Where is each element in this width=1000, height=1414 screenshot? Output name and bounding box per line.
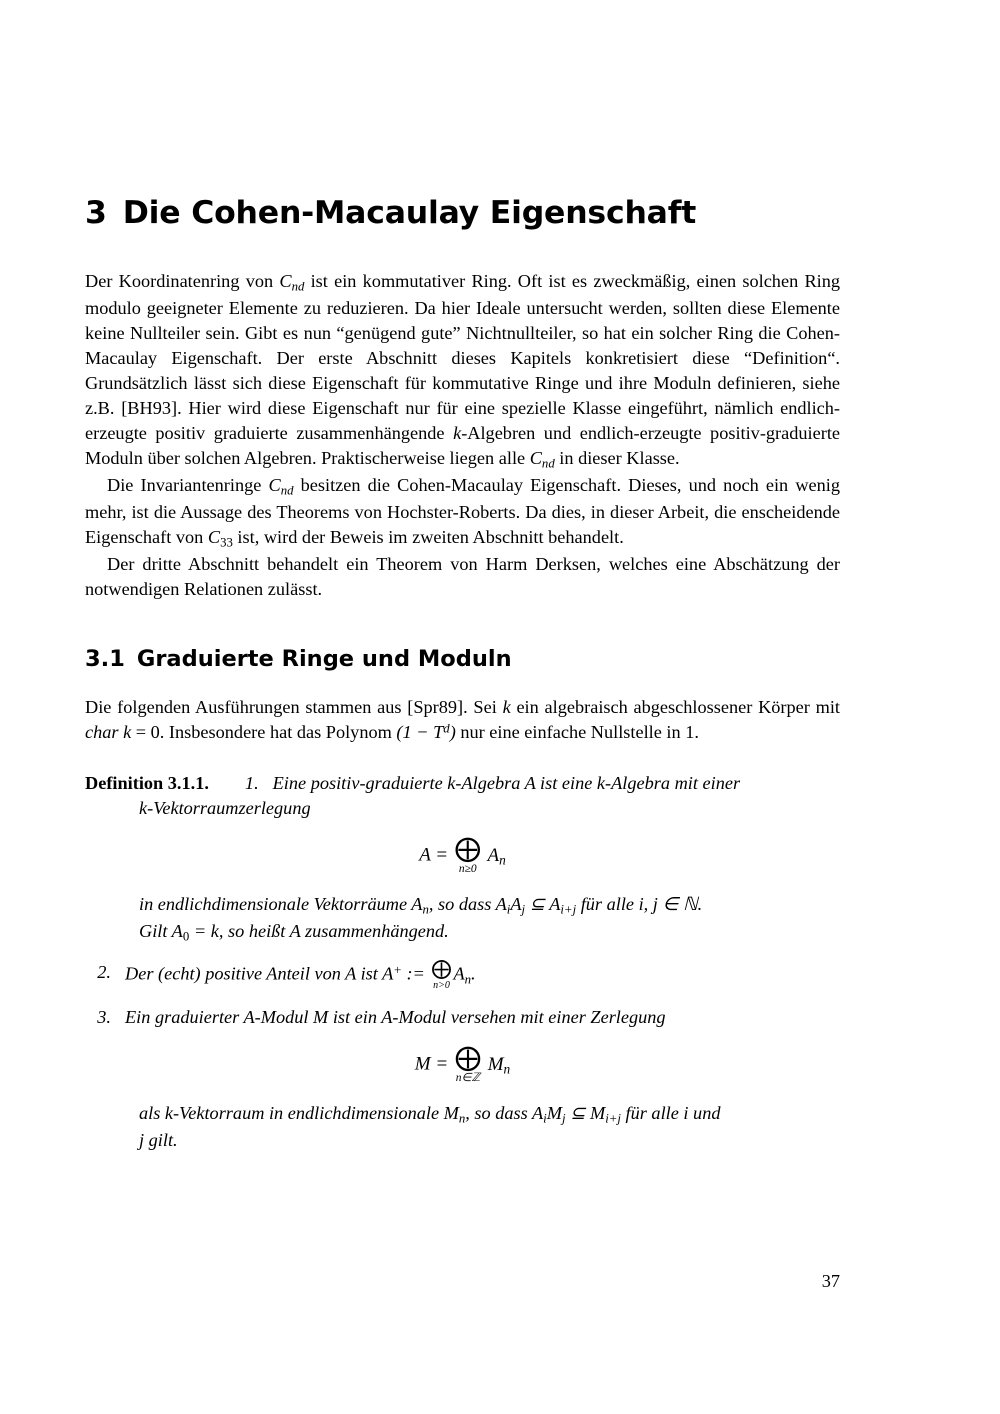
definition-block — [85, 771, 840, 1153]
math-k-2: k — [502, 696, 511, 717]
section-number: 3.1 — [85, 645, 125, 672]
text-run: Die Invariantenringe — [107, 474, 269, 495]
chapter-number: 3 — [85, 195, 107, 231]
text-run: Der Koordinatenring von — [85, 270, 280, 291]
text-run: ein algebraisch abgeschlossener Körper mit — [510, 696, 840, 717]
text-run: nur eine einfache Nullstelle in 1. — [455, 721, 699, 742]
math-c-nd-2: $C_{nd}$ — [529, 447, 555, 471]
equation-lhs: A = — [419, 844, 449, 866]
definition-item-3 — [85, 1005, 840, 1030]
section-title-text: Graduierte Ringe und Moduln — [136, 645, 512, 672]
chapter-title-text: Die Cohen-Macaulay Eigenschaft — [122, 195, 697, 231]
page-number: 37 — [821, 1271, 840, 1291]
math-polynomial: $(1 - T^d)$ — [396, 720, 456, 742]
definition-item-1-cont: k-Vektorraumzerlegung — [139, 797, 311, 818]
intro-paragraph-1 — [85, 269, 840, 473]
math-c-nd: $C_{nd}$ — [279, 270, 305, 294]
math-char-k: char k — [85, 721, 132, 742]
definition-item-1-cont-2: in endlichdimensionale Vektorräume $A_n$, so dass $A_iA_j$ ⊆ $A_{i+j}$ für alle i, j ∈ ℕ. — [139, 893, 703, 917]
equation-rhs: $A_n$ — [487, 844, 506, 868]
equation-lhs-2: M = — [414, 1053, 449, 1075]
definition-item-2 — [85, 960, 840, 991]
definition-item-3-cont-2: j gilt. — [139, 1129, 178, 1150]
definition-item-marker-2: 2. — [97, 962, 111, 982]
equation-direct-sum-M — [85, 1043, 840, 1084]
definition-item-3-cont: als k-Vektorraum in endlichdimensionale $M_n$, so dass $A_iM_j$ ⊆ $M_{i+j}$ für alle i und — [139, 1102, 721, 1126]
definition-item-1-text: Eine positiv-graduierte k-Algebra A ist eine k-Algebra mit einer — [272, 772, 741, 793]
intro-paragraph-3: Der dritte Abschnitt behandelt ein Theorem von Harm Derksen, welches eine Abschätzung der notwendigen Relationen zulässt. — [85, 553, 840, 599]
definition-item-2-text: Der (echt) positive Anteil von A ist A+ := ⨁ n>0 $A_n$. — [125, 958, 476, 991]
math-c-33: $C_{33}$ — [207, 526, 233, 550]
math-c-nd-3: $C_{nd}$ — [268, 474, 294, 498]
chapter-heading — [85, 195, 840, 233]
text-run: ist, wird der Beweis im zweiten Abschnitt behandelt. — [232, 526, 624, 547]
equation-rhs-2: $M_n$ — [487, 1053, 511, 1077]
section-heading — [85, 646, 840, 673]
direct-sum-icon-2: ⨁ n∈ℤ — [454, 1043, 481, 1084]
definition-item-marker-1: 1. — [244, 772, 259, 793]
definition-item-marker-3: 3. — [97, 1007, 111, 1027]
text-run: besitzen die Cohen-Macaulay Eigenschaft. Dieses, und noch ein wenig mehr, ist die Aussage des Theorems von Hochster-Roberts. Da dies, in dieser Arbeit, die enscheidende Eigenschaft von — [85, 474, 841, 547]
definition-first-line — [85, 771, 840, 796]
definition-item-1-cont-3: Gilt $A_0 = k$, so heißt A zusammenhängend. — [139, 920, 449, 944]
text-run: -Algebren und endlich-erzeugte positiv-graduierte Moduln über solchen Algebren. Praktischerweise liegen alle — [85, 422, 841, 468]
direct-sum-inline-icon: ⨁ n>0 — [431, 958, 452, 991]
text-run: in dieser Klasse. — [554, 447, 680, 468]
text-run: ist ein kommutativer Ring. Oft ist es zweckmäßig, einen solchen Ring modulo geeigneter Elemente zu reduzieren. Da hier Ideale untersucht werden, sollten diese Elemente keine Nullteiler sein. Gibt es nun “genügend gute” Nichtnullteiler, so hat ein solcher Ring die Cohen-Macaulay Eigenschaft. Der erste Abschnitt dieses Kapitels konkretisiert diese “Definition“. Grundsätzlich lässt sich diese Eigenschaft für kommutative Ringe und ihre Moduln definieren, siehe z.B. [BH93]. Hier wird diese Eigenschaft nur für eine spezielle Klasse eingeführt, nämlich endlich-erzeugte positiv graduierte zusammenhängende — [85, 270, 840, 443]
math-k: k — [453, 422, 462, 443]
definition-label: Definition 3.1.1. — [85, 772, 209, 793]
section-paragraph-1 — [85, 695, 840, 745]
text-run: Die folgenden Ausführungen stammen aus [Spr89]. Sei — [85, 696, 503, 717]
equation-direct-sum-A — [85, 834, 840, 875]
intro-paragraph-2 — [85, 473, 840, 552]
definition-item-3-text: Ein graduierter A-Modul M ist ein A-Modul versehen mit einer Zerlegung — [125, 1007, 666, 1027]
text-run: = 0. Insbesondere hat das Polynom — [131, 721, 397, 742]
direct-sum-icon: ⨁ n≥0 — [454, 834, 481, 875]
